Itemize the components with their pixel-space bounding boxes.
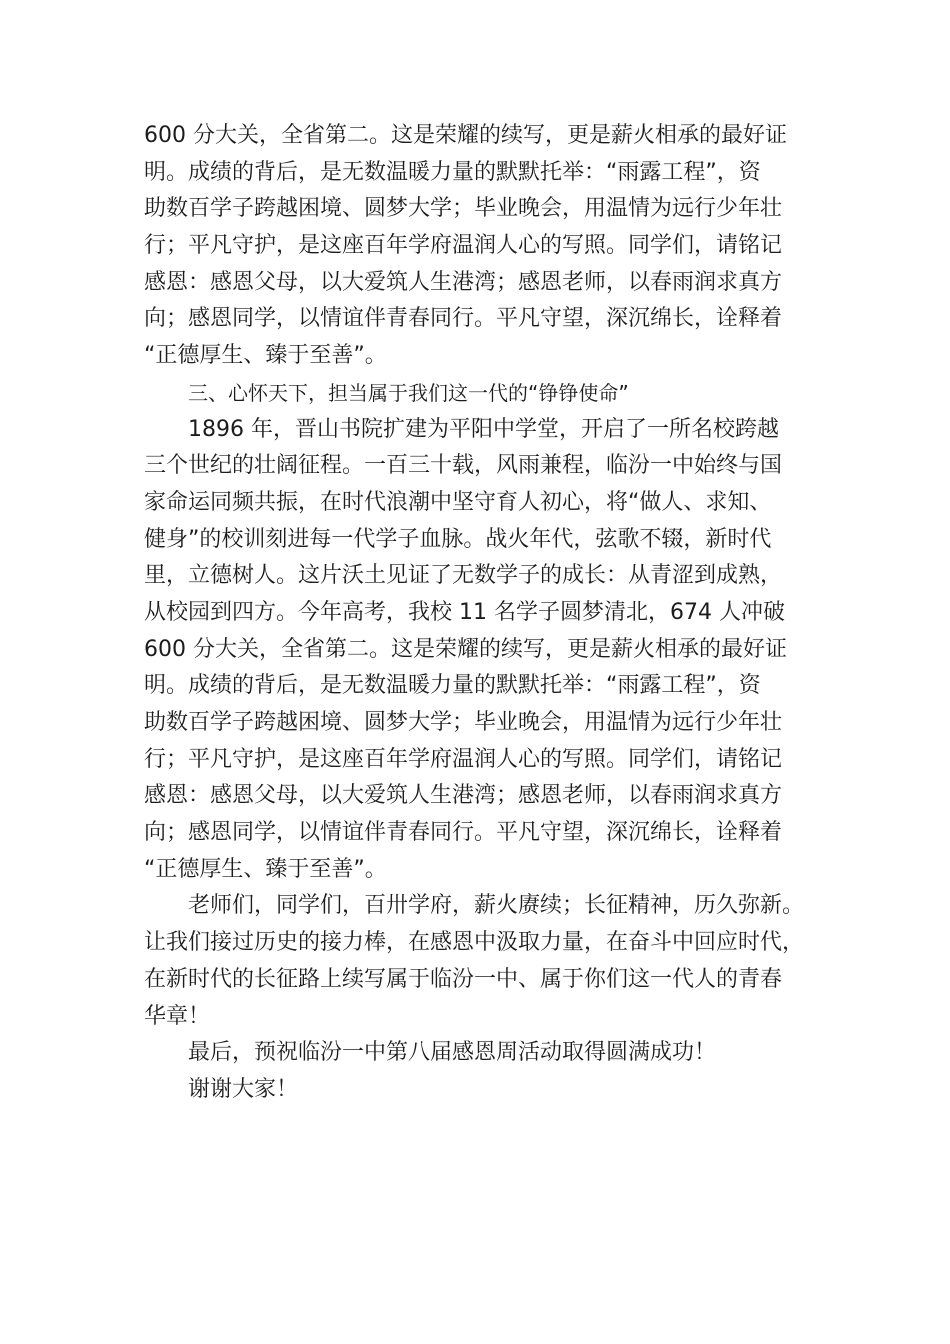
text-line: 明。成绩的背后，是无数温暖力量的默默托举：“雨露工程”，资 — [144, 673, 761, 699]
text-line: 从校园到四方。今年高考，我校 11 名学子圆梦清北，674 人冲破 — [144, 599, 785, 625]
text-line: 向；感恩同学，以情谊伴青春同行。平凡守望，深沉绵长，诠释着 — [144, 306, 783, 332]
section-heading: 三、心怀天下，担当属于我们这一代的“铮铮使命” — [188, 380, 629, 405]
text-line: 明。成绩的背后，是无数温暖力量的默默托举：“雨露工程”，资 — [144, 159, 761, 185]
text-line: 助数百学子跨越困境、圆梦大学；毕业晚会，用温情为远行少年壮 — [144, 196, 783, 222]
text-line: 华章！ — [144, 1003, 211, 1029]
text-line: 600 分大关，全省第二。这是荣耀的续写，更是薪火相承的最好证 — [144, 123, 787, 148]
text-line: 最后，预祝临汾一中第八届感恩周活动取得圆满成功！ — [188, 1040, 717, 1066]
text-line: 在新时代的长征路上续写属于临汾一中、属于你们这一代人的青春 — [144, 966, 783, 992]
text-line: 谢谢大家！ — [188, 1076, 299, 1102]
text-line: 1896 年，晋山书院扩建为平阳中学堂，开启了一所名校跨越 — [188, 416, 779, 442]
text-line: 里，立德树人。这片沃土见证了无数学子的成长：从青涩到成熟， — [144, 563, 783, 589]
text-line: 让我们接过历史的接力棒，在感恩中汲取力量，在奋斗中回应时代， — [144, 930, 805, 956]
text-line: 家命运同频共振，在时代浪潮中坚守育人初心，将“做人、求知、 — [144, 489, 772, 515]
text-line: 向；感恩同学，以情谊伴青春同行。平凡守望，深沉绵长，诠释着 — [144, 820, 783, 846]
text-line: “正德厚生、臻于至善”。 — [144, 856, 387, 882]
text-line: 行；平凡守护，是这座百年学府温润人心的写照。同学们，请铭记 — [144, 746, 783, 772]
text-line: 三个世纪的壮阔征程。一百三十载，风雨兼程，临汾一中始终与国 — [144, 453, 783, 479]
text-line: 600 分大关，全省第二。这是荣耀的续写，更是薪火相承的最好证 — [144, 636, 787, 662]
text-line: 行；平凡守护，是这座百年学府温润人心的写照。同学们，请铭记 — [144, 233, 783, 259]
text-line: 感恩：感恩父母，以大爱筑人生港湾；感恩老师，以春雨润求真方 — [144, 269, 783, 295]
text-line: 老师们，同学们，百卅学府，薪火赓续；长征精神，历久弥新。 — [188, 893, 805, 919]
text-line: “正德厚生、臻于至善”。 — [144, 343, 387, 369]
text-line: 健身”的校训刻进每一代学子血脉。战火年代，弦歌不辍，新时代 — [144, 526, 772, 552]
text-line: 助数百学子跨越困境、圆梦大学；毕业晚会，用温情为远行少年壮 — [144, 710, 783, 735]
text-line: 感恩：感恩父母，以大爱筑人生港湾；感恩老师，以春雨润求真方 — [144, 783, 783, 809]
document-body — [144, 118, 830, 1109]
